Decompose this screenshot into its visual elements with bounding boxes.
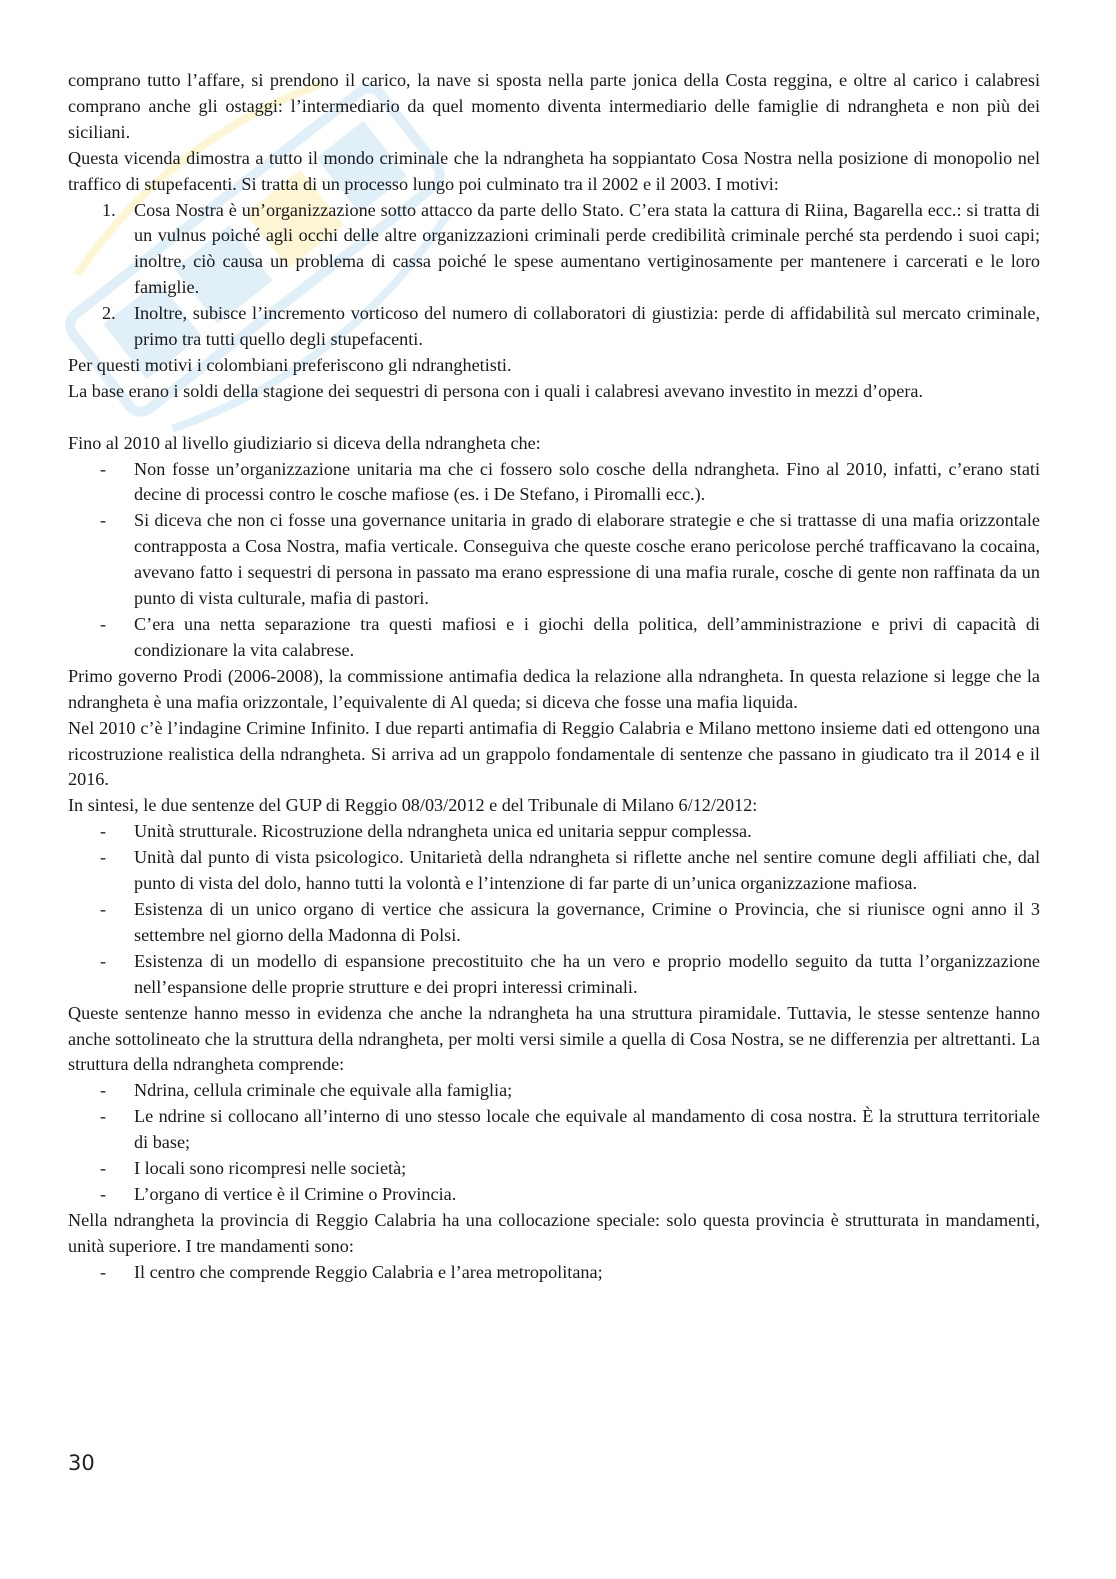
list-marker: 2. bbox=[102, 303, 116, 324]
list-motivi bbox=[68, 198, 1040, 353]
list-item-text: Inoltre, subisce l’incremento vorticoso del numero di collaboratori di giustizia: perde di affidabilità sul mercato criminale, primo tra tutti quello degli stupefacenti. bbox=[134, 303, 1040, 350]
list-item-text: Non fosse un’organizzazione unitaria ma che ci fossero solo cosche della ndrangheta. Fino al 2010, infatti, c’erano stati decine di processi contro le cosche mafiose (es. i De Stefano, i Piromalli ecc.). bbox=[134, 458, 1040, 505]
paragraph-mandamenti: Nella ndrangheta la provincia di Reggio Calabria ha una collocazione speciale: solo questa provincia è strutturata in mandamenti, unità superiore. I tre mandamenti sono: bbox=[68, 1209, 1040, 1256]
list-sentenze bbox=[68, 819, 1040, 1000]
list-item-text: Cosa Nostra è un’organizzazione sotto attacco da parte dello Stato. C’era stata la cattura di Riina, Bagarella ecc.: si tratta di un vulnus poiché agli occhi delle altre organizzazioni criminali perde credibilità criminale perché sta perdendo i suoi capi; inoltre, ciò causa un problema di cassa poiché le spese aumentano vertiginosamente per mantenere i carcerati e le loro famiglie. bbox=[134, 199, 1040, 298]
list-item-text: Ndrina, cellula criminale che equivale alla famiglia; bbox=[134, 1080, 513, 1101]
list-struttura bbox=[68, 1078, 1040, 1208]
list-marker: - bbox=[100, 1261, 107, 1282]
list-marker: - bbox=[100, 1183, 107, 1204]
list-item-text: Esistenza di un unico organo di vertice che assicura la governance, Crimine o Provincia, che si riunisce ogni anno il 3 settembre nel giorno della Madonna di Polsi. bbox=[134, 898, 1040, 945]
list-item-text: Unità dal punto di vista psicologico. Unitarietà della ndrangheta si riflette anche nel sentire comune degli affiliati che, dal punto di vista del dolo, hanno tutti la volontà e l’intenzione di far parte di un’unica organizzazione mafiosa. bbox=[134, 847, 1040, 894]
list-marker: - bbox=[100, 510, 107, 531]
paragraph-sintesi: In sintesi, le due sentenze del GUP di Reggio 08/03/2012 e del Tribunale di Milano 6/12/2012: bbox=[68, 795, 758, 816]
list-marker: - bbox=[100, 1106, 107, 1127]
list-item-text: I locali sono ricompresi nelle società; bbox=[134, 1158, 407, 1179]
list-marker: - bbox=[100, 898, 107, 919]
list-item bbox=[68, 198, 1040, 302]
list-item-text: Le ndrine si collocano all’interno di uno stesso locale che equivale al mandamento di cosa nostra. È la struttura territoriale di base; bbox=[134, 1106, 1040, 1153]
list-item-text: Si diceva che non ci fosse una governance unitaria in grado di elaborare strategie e che si trattasse di una mafia orizzontale contrapposta a Cosa Nostra, mafia verticale. Conseguiva che queste cosche erano pericolose perché trafficavano la cocaina, avevano fatto i sequestri di persona in passato ma erano espressione di una mafia rurale, cosche di gente non raffinata da un punto di vista culturale, mafia di pastori. bbox=[134, 510, 1040, 609]
blank-line bbox=[68, 405, 1040, 431]
paragraph-crimine-infinito: Nel 2010 c’è l’indagine Crimine Infinito. I due reparti antimafia di Reggio Calabria e Milano mettono insieme dati ed ottengono una ricostruzione realistica della ndrangheta. Si arriva ad un grappolo fondamentale di sentenze che passano in giudicato tra il 2014 e il 2016. bbox=[68, 717, 1040, 790]
list-marker: - bbox=[100, 458, 107, 479]
list-marker: - bbox=[100, 821, 107, 842]
list-item-text: C’era una netta separazione tra questi mafiosi e i giochi della politica, dell’amministrazione e privi di capacità di condizionare la vita calabrese. bbox=[134, 614, 1040, 660]
paragraph-intro: comprano tutto l’affare, si prendono il carico, la nave si sposta nella parte jonica della Costa reggina, e oltre al carico i calabresi comprano anche gli ostaggi: l’intermediario da quel momento diventa intermediario delle famiglie di ndrangheta e non più dei siciliani. bbox=[68, 70, 1040, 142]
list-marker: - bbox=[100, 614, 107, 635]
list-item bbox=[68, 845, 1040, 897]
list-marker: - bbox=[100, 1158, 107, 1179]
list-item bbox=[68, 1156, 1040, 1182]
document-body bbox=[68, 68, 1040, 1286]
list-item bbox=[68, 1104, 1040, 1156]
list-si-diceva bbox=[68, 457, 1040, 664]
list-marker: - bbox=[100, 1080, 107, 1101]
list-item-text: L’organo di vertice è il Crimine o Provincia. bbox=[134, 1183, 457, 1204]
list-item-text: Il centro che comprende Reggio Calabria e l’area metropolitana; bbox=[134, 1261, 603, 1282]
list-item bbox=[68, 897, 1040, 949]
paragraph-colombiani: Per questi motivi i colombiani preferiscono gli ndranghetisti. bbox=[68, 354, 512, 375]
list-marker: 1. bbox=[102, 199, 116, 220]
list-item bbox=[68, 1182, 1040, 1208]
paragraph-fino-2010: Fino al 2010 al livello giudiziario si diceva della ndrangheta che: bbox=[68, 432, 541, 453]
paragraph-prodi: Primo governo Prodi (2006-2008), la commissione antimafia dedica la relazione alla ndrangheta. In questa relazione si legge che la ndrangheta è una mafia orizzontale, l’equivalente di Al queda; si diceva che fosse una mafia liquida. bbox=[68, 665, 1040, 712]
paragraph-monopolio: Questa vicenda dimostra a tutto il mondo criminale che la ndrangheta ha soppiantato Cosa Nostra nella posizione di monopolio nel traffico di stupefacenti. Si tratta di un processo lungo poi culminato tra il 2002 e il 2003. I motivi: bbox=[68, 147, 1040, 194]
list-item bbox=[68, 819, 1040, 845]
list-item bbox=[68, 457, 1040, 509]
list-item bbox=[68, 949, 1040, 1001]
list-mandamenti bbox=[68, 1260, 1040, 1286]
page-number: 30 bbox=[68, 1451, 95, 1475]
list-item-text: Unità strutturale. Ricostruzione della ndrangheta unica ed unitaria seppur complessa. bbox=[134, 821, 752, 842]
list-item bbox=[68, 1078, 1040, 1104]
paragraph-struttura: Queste sentenze hanno messo in evidenza che anche la ndrangheta ha una struttura piramidale. Tuttavia, le stesse sentenze hanno anche sottolineato che la struttura della ndrangheta, per molti versi simile a quella di Cosa Nostra, se ne differenzia per altrettanti. La struttura della ndrangheta comprende: bbox=[68, 1002, 1040, 1075]
list-marker: - bbox=[100, 847, 107, 868]
list-item-text: Esistenza di un modello di espansione precostituito che ha un vero e proprio modello seguito da tutta l’organizzazione nell’espansione delle proprie strutture e dei propri interessi criminali. bbox=[134, 950, 1040, 997]
list-item bbox=[68, 301, 1040, 353]
list-item bbox=[68, 508, 1040, 612]
list-item bbox=[68, 1260, 1040, 1286]
list-marker: - bbox=[100, 950, 107, 971]
paragraph-base: La base erano i soldi della stagione dei sequestri di persona con i quali i calabresi avevano investito in mezzi d’opera. bbox=[68, 380, 924, 401]
list-item bbox=[68, 612, 1040, 664]
